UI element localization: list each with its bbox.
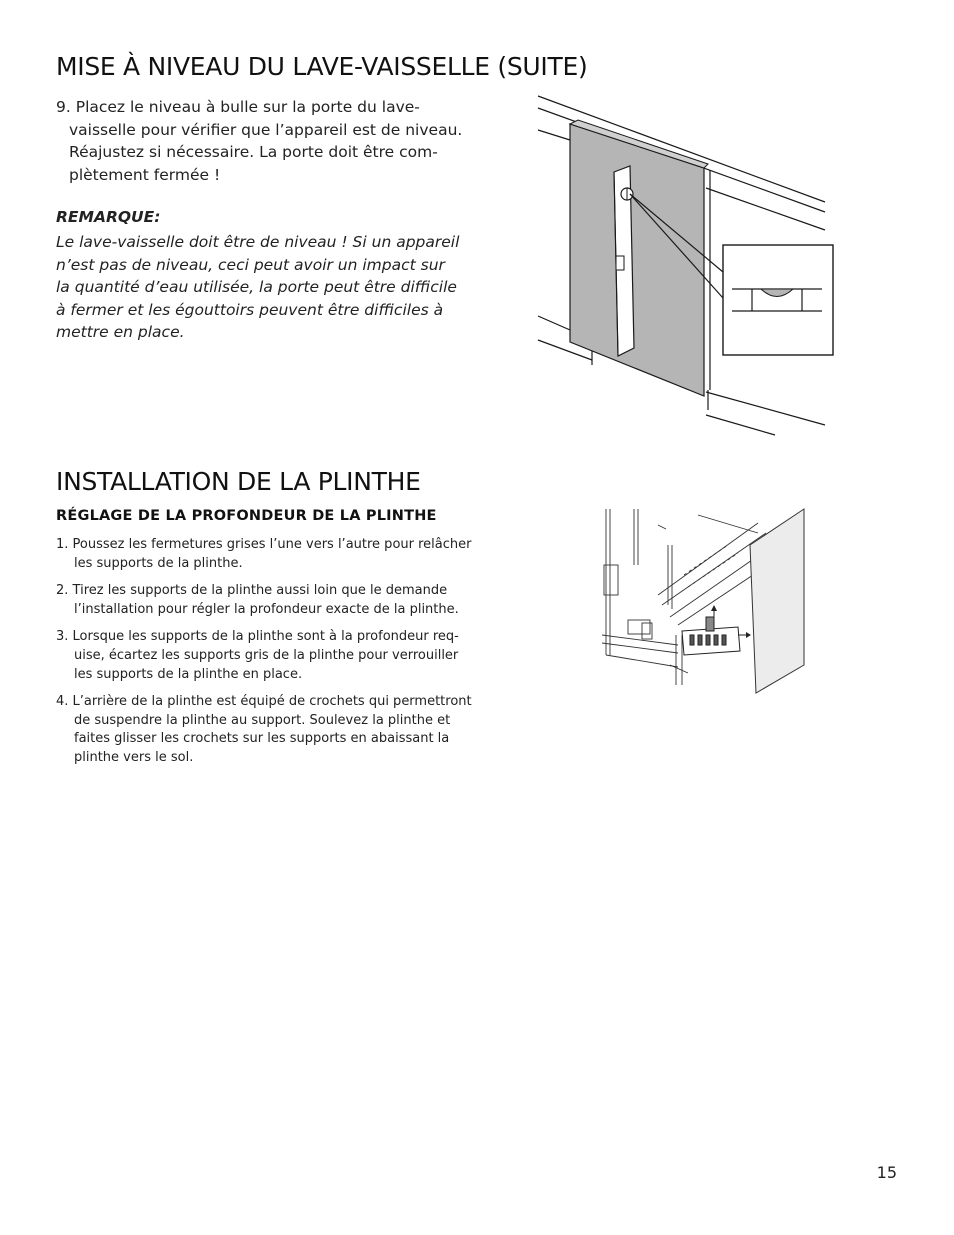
list-item	[56, 536, 476, 573]
section-title-leveling: MISE À NIVEAU DU LAVE-VAISSELLE (SUITE)	[56, 52, 588, 81]
note-line: la quantité d’eau utilisée, la porte peut être difficile	[56, 278, 457, 296]
note-line: à fermer et les égouttoirs peuvent être difficiles à	[56, 300, 444, 319]
step-line: 2. Tirez les supports de la plinthe aussi loin que le demande	[56, 583, 448, 599]
list-item	[56, 582, 476, 619]
step-9-line: Réajustez si nécessaire. La porte doit être com-	[69, 143, 438, 161]
page-number: 15	[876, 1163, 897, 1182]
step-9-line: vaisselle pour vérifier que l’appareil est de niveau.	[69, 120, 463, 139]
step-line: faites glisser les crochets sur les supports en abaissant la	[74, 731, 450, 747]
toekick-panel	[750, 509, 804, 693]
step-line: uise, écartez les supports gris de la plinthe pour verrouiller	[74, 647, 459, 663]
bubble-detail-box	[723, 245, 833, 355]
step-line: de suspendre la plinthe au support. Soulevez la plinthe et	[74, 712, 451, 728]
step-9-line: 9. Placez le niveau à bulle sur la porte du lave-	[56, 98, 420, 116]
step-line: les supports de la plinthe en place.	[74, 666, 303, 682]
note-line: Le lave-vaisselle doit être de niveau ! Si un appareil	[56, 233, 460, 251]
list-item	[56, 693, 476, 767]
toekick-steps-list	[56, 536, 476, 777]
note-line: mettre en place.	[56, 323, 185, 341]
list-item	[56, 628, 476, 684]
step-line: 4. L’arrière de la plinthe est équipé de crochets qui permettront	[56, 694, 472, 710]
step-9-line: plètement fermée !	[69, 165, 221, 184]
note-line: n’est pas de niveau, ceci peut avoir un impact sur	[56, 255, 445, 274]
subsection-title: RÉGLAGE DE LA PROFONDEUR DE LA PLINTHE	[56, 508, 437, 524]
toekick-bracket-illustration	[598, 505, 810, 700]
step-line: 3. Lorsque les supports de la plinthe sont à la profondeur req-	[56, 629, 459, 645]
note-body	[56, 231, 459, 344]
level-on-door-illustration	[530, 90, 850, 440]
step-line: plinthe vers le sol.	[74, 749, 194, 765]
step-line: l’installation pour régler la profondeur exacte de la plinthe.	[74, 601, 459, 617]
section-title-toekick: INSTALLATION DE LA PLINTHE	[56, 467, 421, 496]
note-title: REMARQUE:	[56, 208, 161, 226]
toekick-bracket	[682, 605, 751, 655]
step-line: les supports de la plinthe.	[74, 555, 243, 571]
step-line: 1. Poussez les fermetures grises l’une vers l’autre pour relâcher	[56, 537, 472, 552]
dishwasher-door	[570, 124, 704, 396]
step-9-text	[56, 96, 476, 186]
